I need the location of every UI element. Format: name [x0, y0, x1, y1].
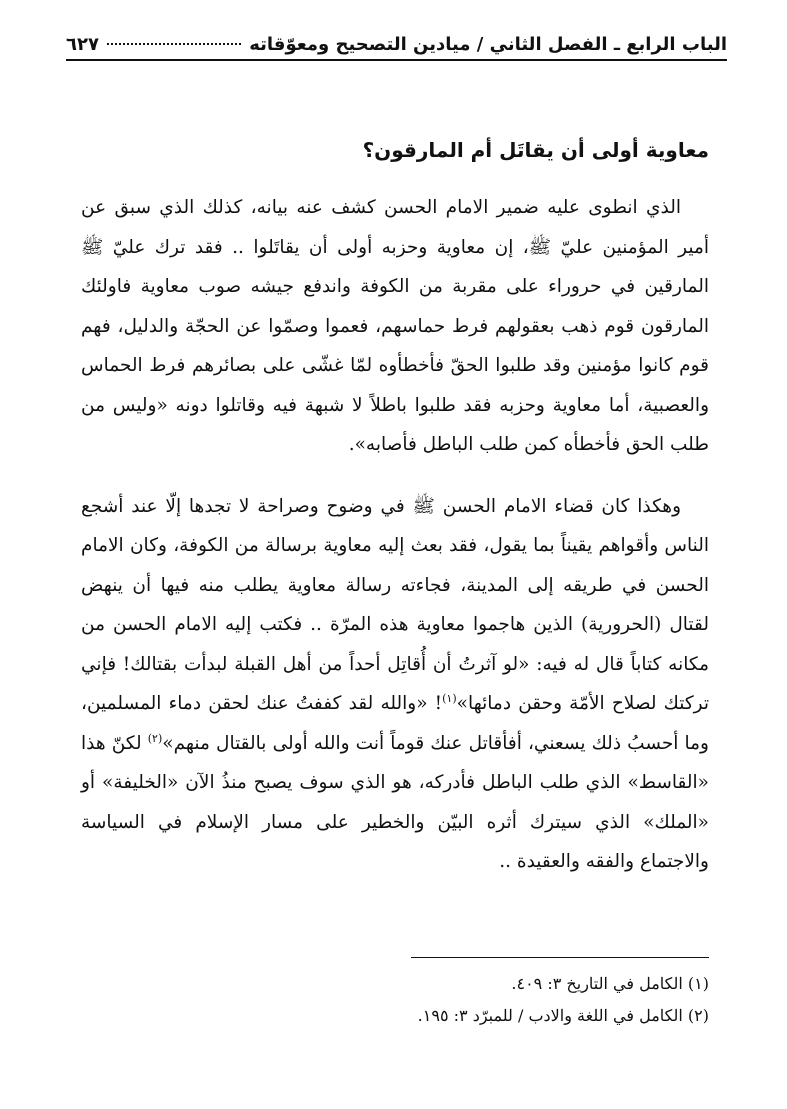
running-header-title: الباب الرابع ـ الفصل الثاني / ميادين التصحيح ومعوّقاته	[249, 34, 727, 55]
section-title: معاوية أولى أن يقاتَل أم المارقون؟	[362, 138, 709, 162]
page-number: ٦٢٧	[66, 34, 99, 55]
paragraph-2-part-c: لكنّ هذا «القاسط» الذي طلب الباطل فأدركه، هو الذي سوف يصبح منذُ الآن «الخليفة» أو «الملك» الذي سيترك أثره البيّن والخطير على مسار الإسلام في السياسة والاجتماع والفقه والعقيدة ..	[81, 732, 709, 872]
paragraph-2-part-a: وهكذا كان قضاء الامام الحسن ﷺ في وضوح وصراحة لا تجدها إلّا عند أشجع الناس وأقواهم يقيناً بما يقول، فقد بعث إليه معاوية برسالة من الكوفة، وكان الامام الحسن في طريقه إلى المدينة، فجاءته رسالة معاوية يطلب منه فيها أن ينهض لقتال (الحرورية) الذين هاجموا معاوية هذه المرّة .. فكتب إليه الامام الحسن من مكانه كتاباً قال له فيه: «لو آثرتُ أن أُقاتِل أحداً من أهل القبلة لبدأت بقتالك! فإني تركتك لصلاح الأمّة وحقن دمائها»	[81, 495, 709, 714]
footnote-separator	[411, 957, 709, 958]
footnote-ref-2[interactable]: (٢)	[147, 731, 163, 745]
footnote-2: (٢) الكامل في اللغة والادب / للمبرّد ٣: ١٩٥.	[417, 1006, 709, 1025]
leader-dots	[107, 43, 241, 45]
body-text	[81, 188, 709, 882]
footnote-1: (١) الكامل في التاريخ ٣: ٤٠٩.	[511, 974, 709, 993]
footnotes	[81, 968, 709, 1032]
running-header	[66, 34, 727, 61]
paragraph-2	[81, 487, 709, 882]
paragraph-1: الذي انطوى عليه ضمير الامام الحسن كشف عنه بيانه، كذلك الذي سبق عن أمير المؤمنين عليّ ﷺ، إن معاوية وحزبه أولى أن يقاتَلوا .. فقد ترك عليّ ﷺ المارقين في حروراء على مقربة من الكوفة واندفع جيشه صوب معاوية فاولئك المارقون قوم ذهب بعقولهم فرط حماسهم، فعموا وصمّوا عن الحجّة والدليل، فهم قوم كانوا مؤمنين وقد طلبوا الحقّ فأخطأوه لمّا غشّى على بصائرهم فرط الحماس والعصبية، أما معاوية وحزبه فقد طلبوا باطلاً لا شبهة فيه وقاتلوا دونه «وليس من طلب الحق فأخطأه كمن طلب الباطل فأصابه».	[81, 197, 709, 455]
paragraph-2-part-b: ! «والله لقد كففتُ عنك لحقن دماء المسلمين، وما أحسبُ ذلك يسعني، أفأقاتل عنك قوماً أنت والله أولى بالقتال منهم»	[81, 693, 709, 754]
footnote-ref-1[interactable]: (١)	[442, 691, 457, 705]
